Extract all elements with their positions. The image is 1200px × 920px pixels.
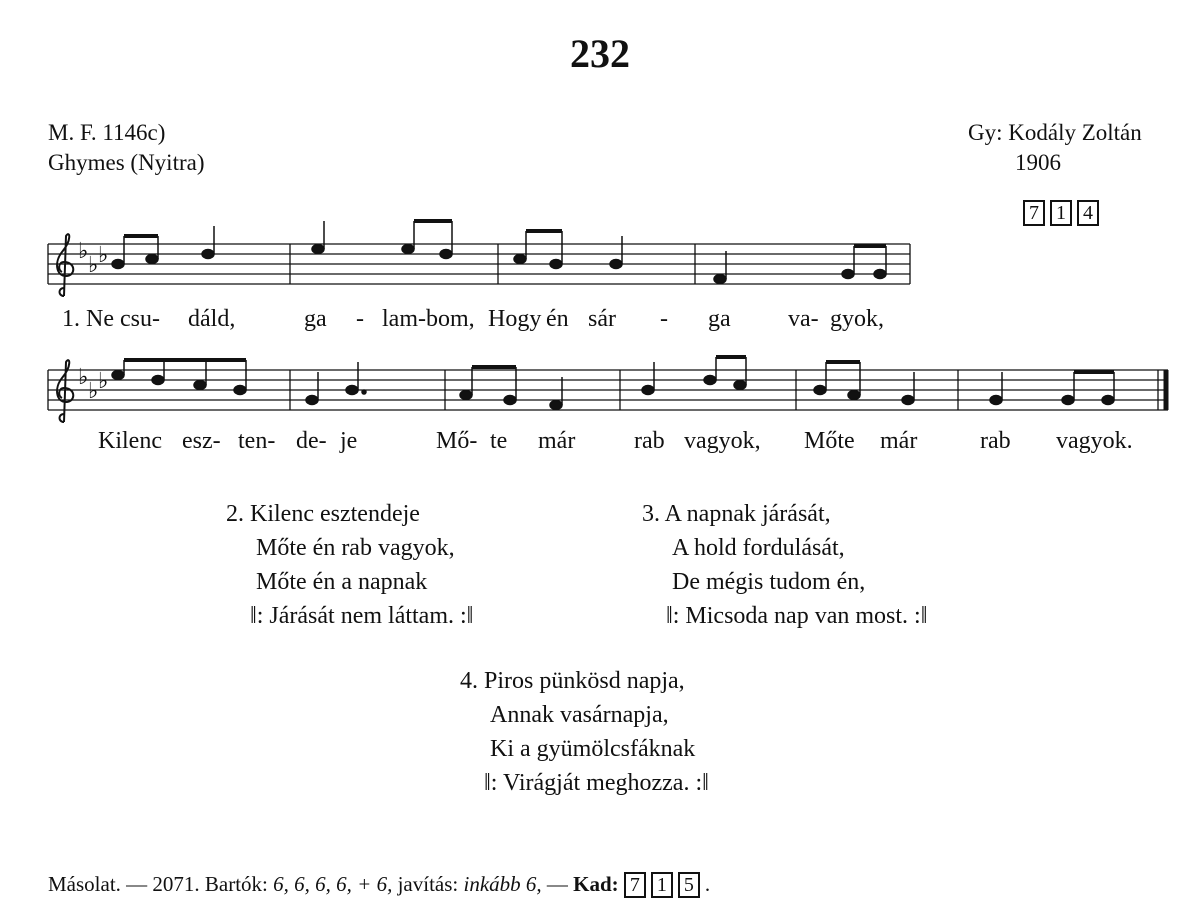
lyric-syllable: je bbox=[340, 428, 358, 454]
code-box: 7 bbox=[1023, 200, 1045, 226]
lyric-syllable: esz- bbox=[182, 428, 221, 454]
svg-text:♭: ♭ bbox=[98, 369, 109, 394]
verse-2-line-2: Mőte én rab vagyok, bbox=[256, 535, 455, 561]
staff2-notes bbox=[112, 357, 1114, 410]
lyric-syllable: te bbox=[490, 428, 508, 454]
footer-note bbox=[48, 872, 710, 898]
verse-2-line-3: Mőte én a napnak bbox=[256, 569, 428, 595]
lyric-syllable: de- bbox=[296, 428, 327, 454]
verse-4-line-2: Annak vasárnapja, bbox=[490, 702, 669, 728]
lyric-syllable: sár bbox=[588, 306, 616, 332]
lyric-syllable: rab bbox=[634, 428, 665, 454]
lyric-syllable: én bbox=[546, 306, 569, 332]
kad-box: 7 bbox=[624, 872, 646, 898]
verse-4-line-4: ‖: Virágját meghozza. :‖ bbox=[484, 770, 709, 796]
lyric-syllable: gyok, bbox=[830, 306, 884, 332]
lyric-syllable: már bbox=[880, 428, 918, 454]
lyric-syllable: Kilenc bbox=[98, 428, 162, 454]
song-number: 232 bbox=[570, 31, 630, 76]
verse-3-line-4: ‖: Micsoda nap van most. :‖ bbox=[666, 603, 928, 629]
verse-3-line-3: De mégis tudom én, bbox=[672, 569, 866, 595]
lyric-syllable: vagyok. bbox=[1056, 428, 1133, 454]
svg-text:♭: ♭ bbox=[88, 253, 99, 278]
lyric-syllable: Mő- bbox=[436, 428, 478, 454]
footer-correction: inkább 6, bbox=[463, 872, 542, 896]
footer-dash: — bbox=[541, 872, 574, 896]
footer-kad-label: Kad: bbox=[573, 872, 619, 896]
footer-end: . bbox=[704, 872, 711, 896]
lyric-syllable: már bbox=[538, 428, 576, 454]
lyric-syllable: vagyok, bbox=[684, 428, 761, 454]
footer-prefix: Másolat. — 2071. Bartók: bbox=[48, 872, 274, 896]
lyric-syllable: rab bbox=[980, 428, 1011, 454]
lyric-syllable: ten- bbox=[238, 428, 276, 454]
lyric-syllable: - bbox=[356, 306, 364, 332]
collector-name: Gy: Kodály Zoltán bbox=[968, 120, 1142, 145]
code-box: 4 bbox=[1077, 200, 1099, 226]
verse-4-line-3: Ki a gyümölcsfáknak bbox=[490, 736, 696, 762]
lyric-syllable: ga bbox=[708, 306, 731, 332]
svg-text:♭: ♭ bbox=[88, 379, 99, 404]
code-box: 1 bbox=[1050, 200, 1072, 226]
verse-2-line-4: ‖: Járását nem láttam. :‖ bbox=[250, 603, 474, 629]
footer-mid: javítás: bbox=[392, 872, 464, 896]
lyric-syllable: - bbox=[660, 306, 668, 332]
source-place: Ghymes (Nyitra) bbox=[48, 150, 205, 175]
key-signature bbox=[78, 239, 108, 278]
lyric-syllable: 1. Ne csu- bbox=[62, 306, 160, 332]
verse-4-line-1: 4. Piros pünkösd napja, bbox=[460, 668, 685, 694]
source-ref: M. F. 1146c) bbox=[48, 120, 166, 145]
kad-box: 1 bbox=[651, 872, 673, 898]
verse-3-line-1: 3. A napnak járását, bbox=[642, 501, 831, 527]
lyric-syllable: Hogy bbox=[488, 306, 542, 332]
verse-2-line-1: 2. Kilenc esztendeje bbox=[226, 501, 420, 527]
svg-text:♭: ♭ bbox=[98, 243, 109, 268]
kad-box: 5 bbox=[678, 872, 700, 898]
collector-year: 1906 bbox=[1015, 150, 1061, 175]
lyric-syllable: dáld, bbox=[188, 306, 236, 332]
lyric-syllable: lam-bom, bbox=[382, 306, 475, 332]
lyric-syllable: Mőte bbox=[804, 428, 855, 454]
lyric-syllable: ga bbox=[304, 306, 327, 332]
footer-bartok-values: 6, 6, 6, 6, + 6, bbox=[273, 872, 393, 896]
svg-text:♭: ♭ bbox=[78, 239, 89, 264]
staff-1 bbox=[48, 244, 910, 284]
svg-text:♭: ♭ bbox=[78, 365, 89, 390]
lyric-syllable: va- bbox=[788, 306, 819, 332]
verse-3-line-2: A hold fordulását, bbox=[672, 535, 845, 561]
